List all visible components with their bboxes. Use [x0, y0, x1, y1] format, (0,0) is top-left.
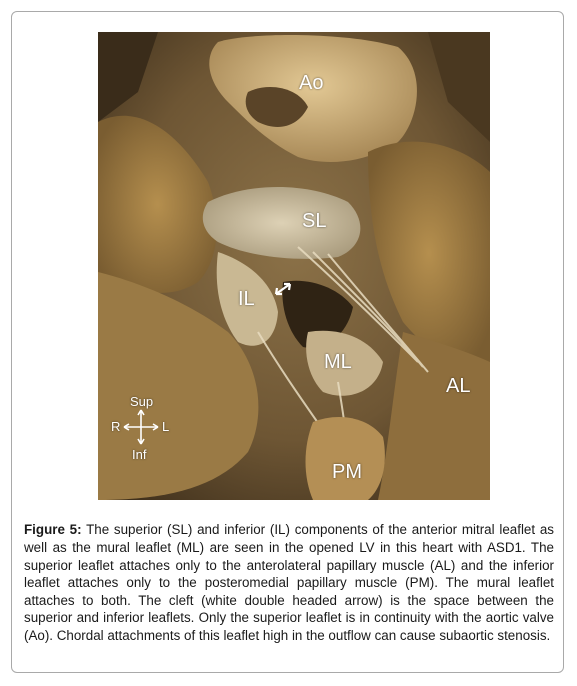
caption-label: Figure 5: [24, 522, 82, 538]
label-ao: Ao [299, 72, 324, 94]
label-pm: PM [332, 461, 362, 483]
figure-frame [11, 11, 564, 673]
label-il: IL [238, 288, 255, 310]
label-ml: ML [324, 351, 352, 373]
label-al: AL [446, 375, 471, 397]
specimen-illustration [98, 32, 490, 500]
caption-text: The superior (SL) and inferior (IL) components of the anterior mitral leaflet as well as the mural leaflet (ML) are seen in the opened LV in this heart with ASD1. The superior leaflet attaches only to the anterolateral papillary muscle (AL) and the inferior leaflet attaches only to the posteromedial papillary muscle (PM). The mural leaflet attaches to both. The cleft (white double headed arrow) is the space between the superior and inferior leaflets. Only the superior leaflet is in continuity with the aortic valve (Ao). Chordal attachments of this leaflet high in the outflow can cause subaortic stenosis. [24, 522, 554, 643]
figure-caption [24, 521, 554, 644]
label-sl: SL [302, 210, 327, 232]
heart-specimen-photo [98, 32, 490, 500]
orientation-inf: Inf [132, 447, 147, 462]
orientation-sup: Sup [130, 394, 154, 409]
orientation-r: R [111, 419, 121, 434]
orientation-l: L [162, 419, 170, 434]
